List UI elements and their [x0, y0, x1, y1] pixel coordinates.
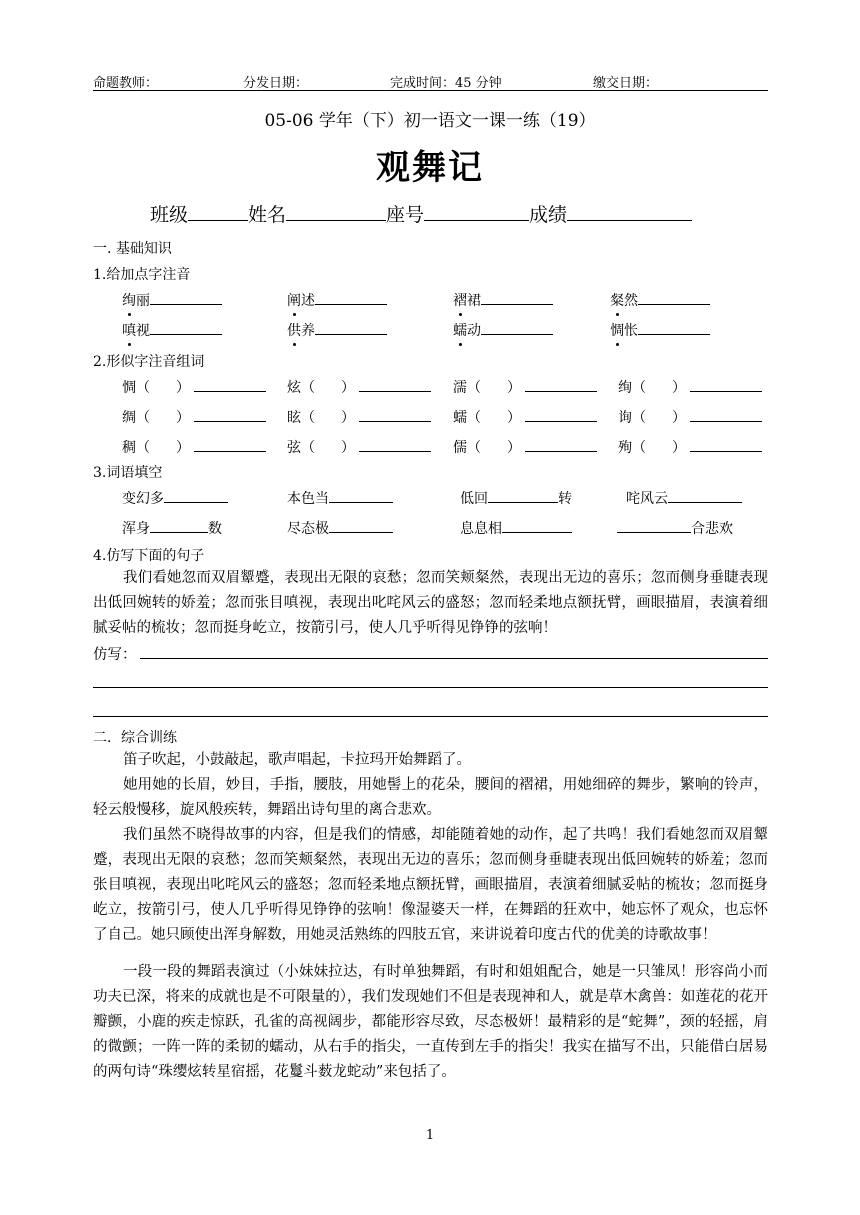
answer-blank[interactable]: [525, 377, 597, 392]
answer-blank[interactable]: [525, 407, 597, 422]
page-number: 1: [425, 1128, 435, 1143]
q1-item: [122, 290, 222, 310]
paren-open: （: [136, 410, 150, 426]
answer-blank[interactable]: [638, 320, 710, 335]
q1-item: [610, 290, 710, 310]
q3-item: 合悲欢: [617, 518, 733, 538]
q2-item: [122, 407, 266, 427]
q3-item: 尽态极: [287, 518, 393, 538]
similar-char: 绸: [122, 410, 136, 426]
q2-item: [618, 377, 762, 397]
paren-open: （: [301, 380, 315, 396]
q1-item: [287, 320, 387, 340]
class-blank[interactable]: [188, 202, 248, 221]
char-rest: 述: [301, 293, 315, 309]
answer-blank[interactable]: [150, 290, 222, 305]
similar-char: 殉: [618, 440, 632, 456]
similar-char: 濡: [453, 380, 467, 396]
passage-paragraph: 她用她的长眉，妙目，手指，腰肢，用她髻上的花朵，腰间的褶裙，用她细碎的舞步，繁响的铃声，轻云般慢移，旋风般疾转，舞蹈出诗句里的离合悲欢。: [93, 777, 768, 818]
paren-open: （: [467, 440, 481, 456]
q2-title: 2.形似字注音组词: [93, 354, 205, 370]
char-rest: 然: [624, 293, 638, 309]
seat-blank[interactable]: [424, 202, 529, 221]
similar-char: 儒: [453, 440, 467, 456]
paren-close: ）: [341, 380, 355, 396]
q1-item: [287, 290, 387, 310]
paren-close: ）: [176, 380, 190, 396]
q1-title: 1.给加点字注音: [93, 267, 191, 283]
q3-title: 3.词语填空: [93, 465, 163, 481]
paren-open: （: [467, 410, 481, 426]
answer-blank[interactable]: [359, 437, 431, 452]
q2-item: [287, 377, 431, 397]
q3-item: 咤风云: [626, 488, 742, 508]
paren-close: ）: [176, 410, 190, 426]
paren-open: （: [301, 410, 315, 426]
dotted-char: 粲: [610, 293, 624, 309]
section2-heading: 二．综合训练: [93, 730, 177, 746]
answer-blank[interactable]: [150, 518, 208, 533]
score-blank[interactable]: [567, 202, 692, 221]
char-rest: 动: [467, 323, 481, 339]
class-label: 班级: [150, 204, 189, 226]
answer-blank[interactable]: [194, 407, 266, 422]
q1-item: [453, 290, 553, 310]
paren-close: ）: [341, 410, 355, 426]
q3-item: 息息相: [460, 518, 572, 538]
similar-char: 绚: [618, 380, 632, 396]
similar-char: 弦: [287, 440, 301, 456]
name-blank[interactable]: [286, 202, 386, 221]
section1-heading: 一. 基础知识: [93, 241, 172, 257]
header-rule: [93, 90, 768, 91]
similar-char: 询: [618, 410, 632, 426]
dotted-char: 嗔: [122, 323, 136, 339]
dotted-char: 蠕: [453, 323, 467, 339]
q2-item: [618, 437, 762, 457]
dotted-char: 阐: [287, 293, 301, 309]
q2-item: [453, 377, 597, 397]
dotted-char: 绚: [122, 293, 136, 309]
answer-blank[interactable]: [488, 488, 558, 503]
answer-blank[interactable]: [690, 407, 762, 422]
answer-line[interactable]: [93, 716, 768, 717]
similar-char: 蠕: [453, 410, 467, 426]
char-rest: 视: [136, 323, 150, 339]
answer-blank[interactable]: [481, 290, 553, 305]
paren-open: （: [632, 380, 646, 396]
answer-blank[interactable]: [502, 518, 572, 533]
similar-char: 炫: [287, 380, 301, 396]
q2-item: [453, 407, 597, 427]
q2-item: [122, 377, 266, 397]
q2-item: [122, 437, 266, 457]
passage-paragraph: 我们虽然不晓得故事的内容，但是我们的情感，却能随着她的动作，起了共鸣！我们看她忽而双眉颦蹙，表现出无限的哀愁；忽而笑颊粲然，表现出无边的喜乐；忽而侧身垂睫表现出低回婉转的娇羞；忽而张目嗔视，表现出叱咤风云的盛怒；忽而轻柔地点额抚臂，画眼描眉，表演着细腻妥帖的梳妆；忽而挺身屹立，按箭引弓，使人几乎听得见铮铮的弦响！像湿婆天一样，在舞蹈的狂欢中，她忘怀了观众，也忘怀了自己。她只顾使出浑身解数，用她灵活熟练的四肢五官，来讲说着印度古代的优美的诗歌故事！: [93, 827, 768, 943]
paren-close: ）: [176, 440, 190, 456]
char-rest: 怅: [624, 323, 638, 339]
paren-open: （: [632, 440, 646, 456]
answer-blank[interactable]: [194, 437, 266, 452]
header-teacher: 命题教师：: [93, 76, 159, 91]
dotted-char: 供: [287, 323, 301, 339]
answer-blank[interactable]: [525, 437, 597, 452]
paren-close: ）: [507, 440, 521, 456]
q3-item: 浑身 数: [122, 518, 222, 538]
paren-close: ）: [672, 440, 686, 456]
answer-blank[interactable]: [690, 377, 762, 392]
char-rest: 养: [301, 323, 315, 339]
answer-blank[interactable]: [690, 437, 762, 452]
answer-blank[interactable]: [617, 518, 691, 533]
similar-char: 眩: [287, 410, 301, 426]
header-row: [93, 72, 768, 92]
answer-line[interactable]: [93, 687, 768, 688]
paren-open: （: [301, 440, 315, 456]
similar-char: 惆: [122, 380, 136, 396]
q2-item: [287, 407, 431, 427]
seat-label: 座号: [386, 204, 425, 226]
worksheet-subtitle: 05-06 学年（下）初一语文一课一练（19）: [264, 111, 596, 131]
paren-close: ）: [672, 380, 686, 396]
q1-item: [610, 320, 710, 340]
answer-blank[interactable]: [315, 320, 387, 335]
q3-item: 低回 转: [460, 488, 572, 508]
q2-item: [453, 437, 597, 457]
char-rest: 裙: [467, 293, 481, 309]
paren-open: （: [136, 380, 150, 396]
name-label: 姓名: [248, 204, 287, 226]
q3-item: 本色当: [287, 488, 393, 508]
q2-item: [287, 437, 431, 457]
answer-blank[interactable]: [668, 488, 742, 503]
char-rest: 丽: [136, 293, 150, 309]
paren-close: ）: [341, 440, 355, 456]
dotted-char: 褶: [453, 293, 467, 309]
paren-close: ）: [507, 410, 521, 426]
similar-char: 稠: [122, 440, 136, 456]
dotted-char: 惆: [610, 323, 624, 339]
passage-paragraph: 一段一段的舞蹈表演过（小妹妹拉达，有时单独舞蹈，有时和姐姐配合，她是一只雏凤！形容尚小而功夫已深，将来的成就也是不可限量的），我们发现她们不但是表现神和人，就是草木禽兽：如莲花的花开瓣颤，小鹿的疾走惊跃，孔雀的高视阔步，都能形容尽致，尽态极妍！最精彩的是“蛇舞”，颈的轻摇，肩的微颤；一阵一阵的柔韧的蠕动，从右手的指尖，一直传到左手的指尖！我实在描写不出，只能借白居易的两句诗“珠缨炫转星宿摇，花鬘斗薮龙蛇动”来包括了。: [93, 964, 768, 1080]
header-time: 完成时间：45 分钟: [390, 76, 502, 91]
lesson-title: 观舞记: [376, 148, 484, 188]
answer-blank[interactable]: [638, 290, 710, 305]
answer-blank[interactable]: [194, 377, 266, 392]
q1-item: [453, 320, 553, 340]
q4-title: 4.仿写下面的句子: [93, 548, 205, 564]
paren-open: （: [136, 440, 150, 456]
answer-blank[interactable]: [164, 488, 228, 503]
answer-blank[interactable]: [329, 488, 393, 503]
q4-sentence: 我们看她忽而双眉颦蹙，表现出无限的哀愁；忽而笑颊粲然，表现出无边的喜乐；忽而侧身垂睫表现出低回婉转的娇羞；忽而张目嗔视，表现出叱咤风云的盛怒；忽而轻柔地点额抚臂，画眼描眉，表演着细腻妥帖的梳妆；忽而挺身屹立，按箭引弓，使人几乎听得见铮铮的弦响！: [93, 570, 768, 636]
answer-line[interactable]: [140, 658, 768, 659]
q3-item: 变幻多: [122, 488, 228, 508]
answer-blank[interactable]: [359, 377, 431, 392]
header-date: 分发日期：: [243, 76, 309, 91]
q1-item: [122, 320, 222, 340]
paren-close: ）: [507, 380, 521, 396]
student-info-row: [150, 200, 692, 227]
paren-open: （: [632, 410, 646, 426]
answer-blank[interactable]: [150, 320, 222, 335]
paren-close: ）: [672, 410, 686, 426]
answer-blank[interactable]: [481, 320, 553, 335]
q4-label: 仿写：: [93, 647, 137, 663]
header-due: 缴交日期：: [593, 76, 659, 91]
answer-blank[interactable]: [359, 407, 431, 422]
answer-blank[interactable]: [315, 290, 387, 305]
passage-paragraph: 笛子吹起，小鼓敲起，歌声唱起，卡拉玛开始舞蹈了。: [123, 752, 471, 768]
score-label: 成绩: [529, 204, 568, 226]
q2-item: [618, 407, 762, 427]
answer-blank[interactable]: [329, 518, 393, 533]
paren-open: （: [467, 380, 481, 396]
